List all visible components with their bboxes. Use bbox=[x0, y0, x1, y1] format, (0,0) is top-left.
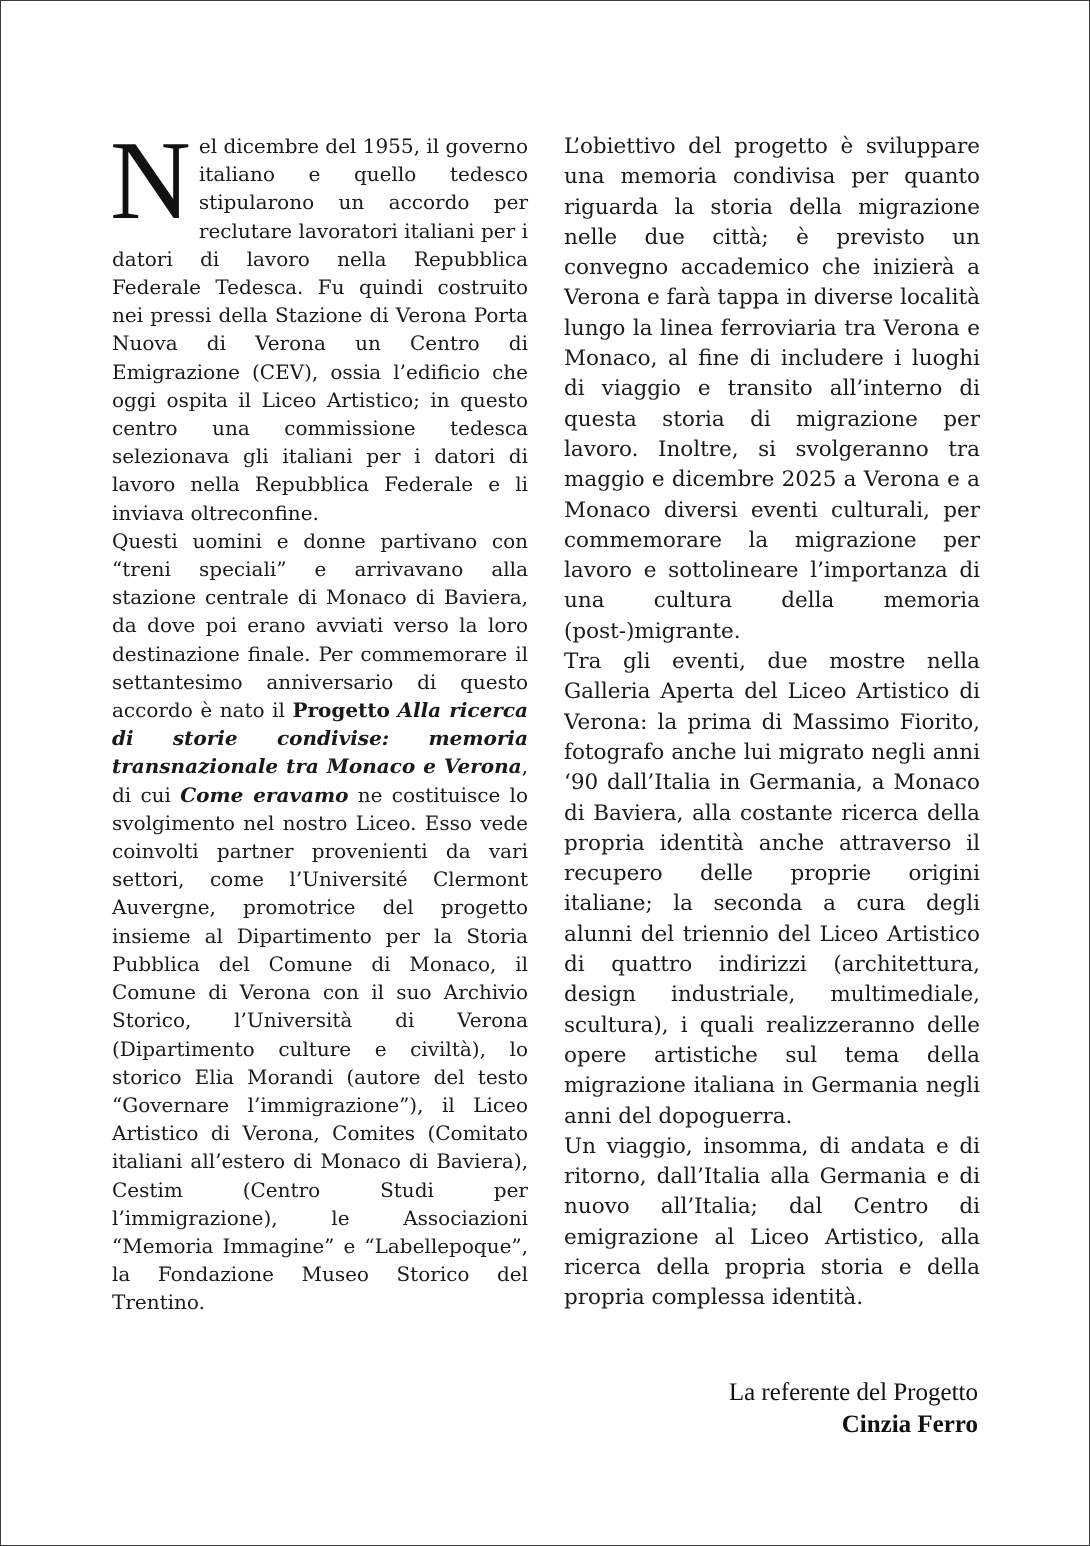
intro-paragraph-text: el dicembre del 1955, il governo italiano e quello tedesco stipularono un accordo per reclutare lavoratori italiani per i datori di lavoro nella Repubblica Federale Tedesca. Fu quindi costruito nei pressi della Stazione di Verona Porta Nuova di Verona un Centro di Emigrazione (CEV), ossia l’edificio che oggi ospita il Liceo Artistico; in questo centro una commissione tedesca selezionava gli italiani per i datori di lavoro nella Repubblica Federale e li inviava oltreconfine. bbox=[112, 134, 528, 525]
right-column bbox=[564, 132, 980, 1314]
events-paragraph: Tra gli eventi, due mostre nella Galleria Aperta del Liceo Artistico di Verona: la prima di Massimo Fiorito, fotografo anche lui migrato negli anni ‘90 dall’Italia in Germania, a Monaco di Baviera, alla costante ricerca della propria identità anche attraverso il recupero delle proprie origini italiane; la seconda a cura degli alunni del triennio del Liceo Artistico di quattro indirizzi (architettura, design industriale, multimediale, scultura), i quali realizzeranno delle opere artistiche sul tema della migrazione italiana in Germania negli anni del dopoguerra. bbox=[564, 649, 980, 1129]
signature-role: La referente del Progetto bbox=[728, 1379, 978, 1406]
left-column bbox=[110, 119, 528, 1317]
signature-block bbox=[729, 1377, 978, 1441]
sub-project-title: Come eravamo bbox=[180, 782, 349, 807]
drop-cap: N bbox=[110, 119, 191, 243]
project-paragraph bbox=[112, 527, 528, 1317]
project-title: Alla ricerca di storie condivise: memoria transnazionale tra Monaco e Verona bbox=[112, 698, 528, 779]
project-paragraph-intro: Questi uomini e donne partivano con “treni speciali” e arrivavano alla stazione centrale di Monaco di Baviera, da dove poi erano avviati verso la loro destinazione finale. Per commemorare il settantesimo anniversario di questo accordo è nato il bbox=[112, 528, 528, 723]
objective-paragraph: L’obiettivo del progetto è sviluppare una memoria condivisa per quanto riguarda la storia della migrazione nelle due città; è previsto un convegno accademico che inizierà a Verona e farà tappa in diverse località lungo la linea ferroviaria tra Verona e Monaco, al fine di includere i luoghi di viaggio e transito all’interno di questa storia di migrazione per lavoro. Inoltre, si svolgeranno tra maggio e dicembre 2025 a Verona e a Monaco diversi eventi culturali, per commemorare la migrazione per lavoro e sottolineare l’importanza di una cultura della memoria (post-)migrante. bbox=[564, 134, 980, 644]
project-paragraph-rest: ne costituisce lo svolgimento nel nostro Liceo. Esso vede coinvolti partner provenienti da vari settori, come l’Université Clermont Auvergne, promotrice del progetto insieme al Dipartimento per la Storia Pubblica del Comune di Monaco, il Comune di Verona con il suo Archivio Storico, l’Università di Verona (Dipartimento culture e civiltà), lo storico Elia Morandi (autore del testo “Governare l’immigrazione”), il Liceo Artistico di Verona, Comites (Comitato italiani all’estero di Monaco di Baviera), Cestim (Centro Studi per l’immigrazione), le Associazioni “Memoria Immagine” e “Labellepoque”, la Fondazione Museo Storico del Trentino. bbox=[112, 782, 528, 1315]
signature-name: Cinzia Ferro bbox=[841, 1411, 978, 1438]
project-paragraph-middle: , di cui bbox=[112, 754, 528, 807]
project-label: Progetto bbox=[292, 698, 390, 723]
intro-paragraph bbox=[110, 119, 528, 527]
closing-paragraph: Un viaggio, insomma, di andata e di ritorno, dall’Italia alla Germania e di nuovo all’Italia; dal Centro di emigrazione al Liceo Artistico, alla ricerca della propria storia e della propria complessa identità. bbox=[564, 1133, 980, 1311]
